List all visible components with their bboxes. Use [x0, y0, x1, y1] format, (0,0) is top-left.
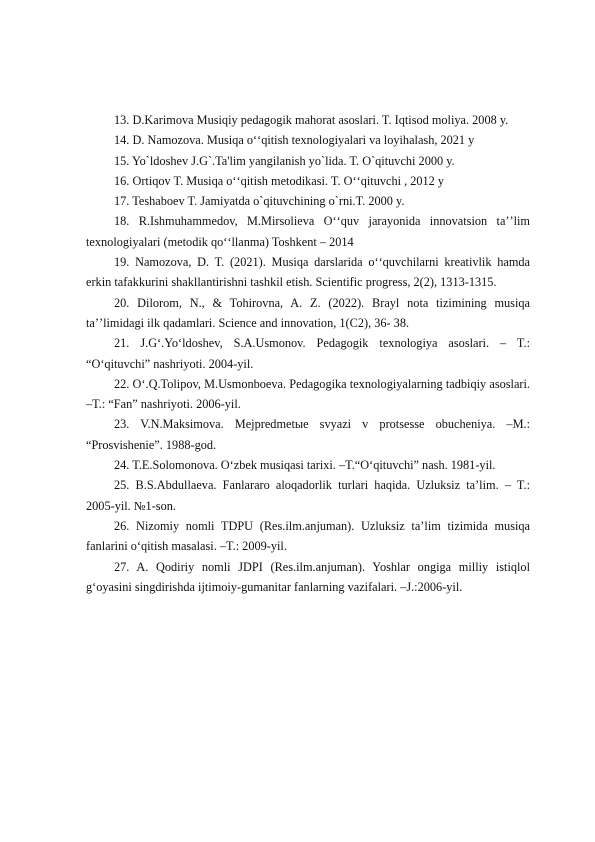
reference-item: 22. O‘.Q.Tolipov, M.Usmonboeva. Pedagogika texnologiyalarning tadbiqiy asoslari. –T.: “Fan” nashriyoti. 2006-yil.	[86, 376, 530, 412]
reference-list	[86, 110, 530, 597]
reference-item: 16. Ortiqov T. Musiqa oʻʻqitish metodikasi. T. Oʻʻqituvchi , 2012 y	[114, 173, 445, 188]
reference-item: 25. B.S.Abdullaeva. Fanlararo aloqadorlik turlari haqida. Uzluksiz ta’lim. – T.: 2005-yil. №1-son.	[86, 478, 530, 513]
reference-item: 27. A. Qodiriy nomli JDPI (Res.ilm.anjuman). Yoshlar ongiga milliy istiqlol g‘oyasini singdirishda ijtimoiy-gumanitar fanlarning vazifalari. –J.:2006-yil.	[86, 559, 530, 594]
reference-item: 19. Namozova, D. T. (2021). Musiqa darslarida oʻʻquvchilarni kreativlik hamda erkin tafakkurini shakllantirishni tashkil etish. Scientific progress, 2(2), 1313-1315.	[86, 255, 530, 290]
reference-item: 18. R.Ishmuhammedov, M.Mirsolieva Oʻʻquv jarayonida innovatsion taʼʼlim texnologiyalari (metodik qoʻʻllanma) Toshkent – 2014	[86, 214, 530, 249]
reference-item: 26. Nizomiy nomli TDPU (Res.ilm.anjuman). Uzluksiz ta’lim tizimida musiqa fanlarini o‘qitish masalasi. –T.: 2009-yil.	[86, 518, 530, 554]
reference-item: 15. Yo`ldoshev J.G`.Ta'lim yangilanish yo`lida. T. O`qituvchi 2000 y.	[114, 153, 455, 168]
reference-item: 14. D. Namozova. Musiqa oʻʻqitish texnologiyalari va loyihalash, 2021 y	[114, 133, 475, 148]
reference-item: 23. V.N.Maksimova. Mejpredmetыe svyazi v protsesse obucheniya. –M.: “Prosvishenie”. 1988-god.	[86, 417, 530, 452]
reference-item: 20. Dilorom, N., & Tohirovna, A. Z. (2022). Brayl nota tizimining musiqa taʼʼlimidagi ilk qadamlari. Science and innovation, 1(C2), 36- 38.	[86, 295, 530, 330]
reference-item: 24. T.E.Solomonova. O‘zbek musiqasi tarixi. –T.“O‘qituvchi” nash. 1981-yil.	[114, 458, 496, 473]
reference-item: 17. Teshaboev T. Jamiyatda o`qituvchining o`rni.T. 2000 y.	[114, 194, 405, 209]
reference-item: 13. D.Karimova Musiqiy pedagogik mahorat asoslari. T. Iqtisod moliya. 2008 y.	[114, 113, 509, 127]
reference-item: 21. J.G‘.Yo‘ldoshev, S.A.Usmonov. Pedagogik texnologiya asoslari. – T.: “O‘qituvchi” nashriyoti. 2004-yil.	[86, 336, 530, 371]
